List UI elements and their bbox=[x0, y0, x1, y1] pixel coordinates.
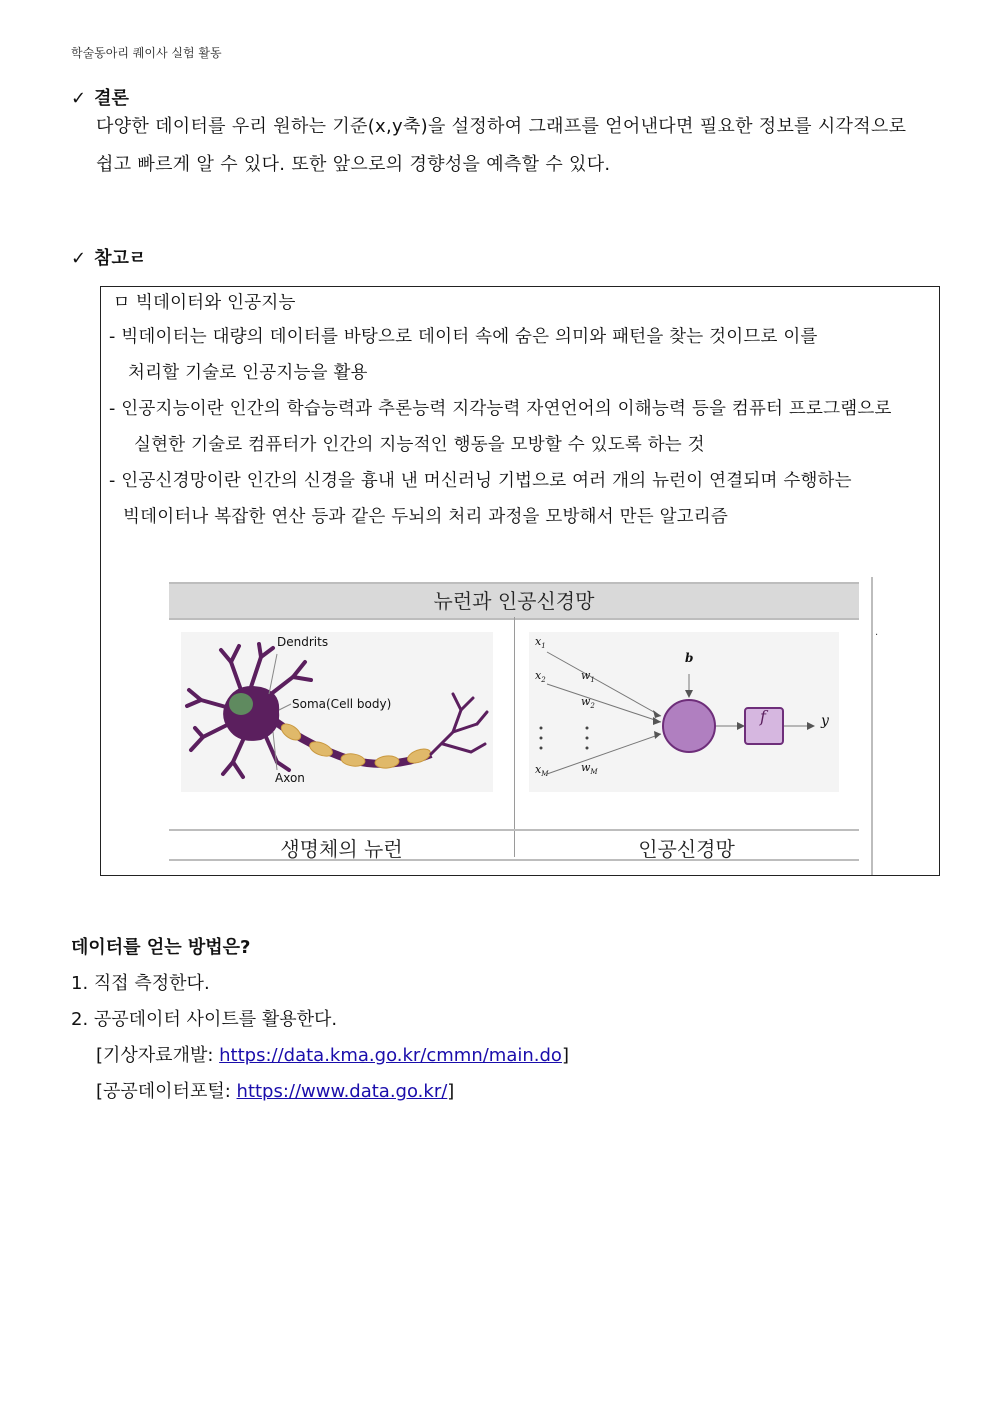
reference-line-5: - 인공신경망이란 인간의 신경을 흉내 낸 머신러닝 기법으로 여러 개의 뉴런이 연결되며 수행하는 bbox=[109, 471, 852, 491]
dendrits-label: Dendrits bbox=[277, 635, 329, 649]
bias-label: b bbox=[685, 651, 694, 665]
biological-neuron-caption: 생명체의 뉴런 bbox=[280, 837, 403, 861]
data-portal-link-suffix: ] bbox=[447, 1081, 455, 1102]
output-label: y bbox=[821, 713, 829, 729]
figure-caption-top-rule bbox=[169, 829, 859, 831]
reference-line-6: 빅데이터나 복잡한 연산 등과 같은 두뇌의 처리 과정을 모방해서 만든 알고리즘 bbox=[123, 507, 728, 527]
conclusion-heading bbox=[71, 84, 129, 110]
kma-link-suffix: ] bbox=[561, 1045, 569, 1066]
figure-divider bbox=[514, 617, 515, 857]
reference-line-2: 처리할 기술로 인공지능을 활용 bbox=[128, 363, 368, 383]
figure-title: 뉴런과 인공신경망 bbox=[169, 582, 859, 620]
kma-link-line bbox=[96, 1041, 569, 1067]
activation-function-label: f bbox=[760, 707, 766, 726]
reference-box bbox=[100, 286, 940, 876]
conclusion-title: 결론 bbox=[94, 88, 129, 109]
w2-label: $w_2$ bbox=[581, 695, 595, 711]
wm-label: $w_M$ bbox=[581, 761, 598, 777]
figure-right-border bbox=[871, 577, 873, 875]
conclusion-line-2: 쉽고 빠르게 알 수 있다. 또한 앞으로의 경향성을 예측할 수 있다. bbox=[96, 154, 611, 175]
check-icon: ✓ bbox=[71, 248, 87, 269]
data-portal-link-line bbox=[96, 1077, 454, 1103]
reference-line-3: - 인공지능이란 인간의 학습능력과 추론능력 지각능력 자연언어의 이해능력 등을 컴퓨터 프로그램으로 bbox=[109, 399, 892, 419]
reference-heading bbox=[71, 244, 146, 270]
side-mark: . bbox=[875, 627, 879, 638]
page-header: 학술동아리 퀘이사 실험 활동 bbox=[71, 46, 222, 60]
x1-label: $x_1$ bbox=[535, 635, 546, 651]
data-portal-link-prefix: [공공데이터포털: bbox=[96, 1081, 237, 1102]
data-portal-link[interactable]: https://www.data.go.kr/ bbox=[236, 1081, 448, 1102]
soma-label: Soma(Cell body) bbox=[292, 697, 392, 711]
check-icon: ✓ bbox=[71, 88, 87, 109]
w1-label: $w_1$ bbox=[581, 669, 595, 685]
conclusion-line-1: 다양한 데이터를 우리 원하는 기준(x,y축)을 설정하여 그래프를 얻어낸다면 필요한 정보를 시각적으로 bbox=[96, 116, 907, 137]
question-title: 데이터를 얻는 방법은? bbox=[71, 937, 251, 958]
reference-title: 참고ㄹ bbox=[94, 248, 147, 269]
reference-line-1: - 빅데이터는 대량의 데이터를 바탕으로 데이터 속에 숨은 의미와 패턴을 찾는 것이므로 이를 bbox=[109, 327, 818, 347]
axon-label: Axon bbox=[275, 771, 305, 785]
kma-link[interactable]: https://data.kma.go.kr/cmmn/main.do bbox=[219, 1045, 562, 1066]
xm-label: $x_M$ bbox=[535, 763, 549, 779]
kma-link-prefix: [기상자료개발: bbox=[96, 1045, 220, 1066]
neural-network-caption: 인공신경망 bbox=[638, 837, 735, 861]
list-item: 1. 직접 측정한다. bbox=[71, 973, 210, 994]
biological-neuron-illustration bbox=[181, 632, 493, 792]
neural-network-diagram bbox=[529, 632, 839, 792]
neuron-network-figure bbox=[169, 577, 873, 862]
reference-box-heading: ㅁ 빅데이터와 인공지능 bbox=[113, 293, 296, 313]
reference-line-4: 실현한 기술로 컴퓨터가 인간의 지능적인 행동을 모방할 수 있도록 하는 것 bbox=[134, 435, 705, 455]
list-item: 2. 공공데이터 사이트를 활용한다. bbox=[71, 1009, 338, 1030]
x2-label: $x_2$ bbox=[535, 669, 546, 685]
